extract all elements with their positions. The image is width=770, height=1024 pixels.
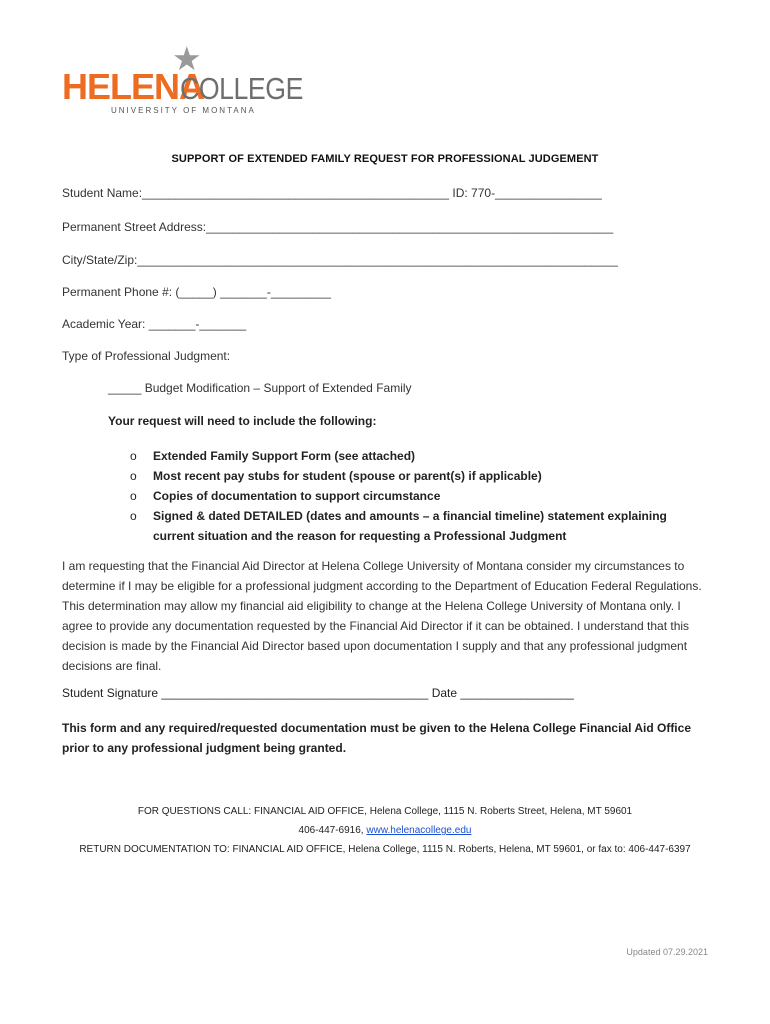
bullet-icon: o	[130, 449, 137, 463]
contact-line: FOR QUESTIONS CALL: FINANCIAL AID OFFICE, Helena College, 1115 N. Roberts Street, Helena, MT 59601	[137, 806, 633, 817]
website-link[interactable]: www.helenacollege.edu	[366, 825, 472, 836]
submission-notice: This form and any required/requested documentation must be given to the Helena College Financial Aid Office prior to any professional judgment being granted.	[62, 721, 691, 755]
phone-number: 406-447-6916,	[298, 825, 367, 836]
signature-date-field[interactable]: Student Signature ________________________________________ Date _________________	[62, 686, 574, 700]
helena-college-logo	[62, 40, 303, 122]
logo-name-college: COLLEGE	[180, 71, 303, 106]
form-title: SUPPORT OF EXTENDED FAMILY REQUEST FOR PROFESSIONAL JUDGEMENT	[171, 153, 599, 165]
list-item: o Signed & dated DETAILED (dates and amounts – a financial timeline) statement explaining current situation and the reason for requesting a Professional Judgment	[130, 506, 710, 546]
requirements-list	[130, 446, 710, 546]
bullet-icon: o	[130, 509, 137, 523]
contact-phone-line	[62, 821, 708, 840]
phone-field[interactable]: Permanent Phone #: (_____) _______-_________	[62, 285, 331, 299]
return-address-line: RETURN DOCUMENTATION TO: FINANCIAL AID OFFICE, Helena College, 1115 N. Roberts, Helena, MT 59601, or fax to: 406-447-6397	[79, 844, 691, 855]
judgment-type-label: Type of Professional Judgment:	[62, 349, 231, 363]
logo-name-helena: HELENA	[62, 66, 205, 107]
updated-date: Updated 07.29.2021	[626, 947, 708, 957]
list-item: o Extended Family Support Form (see attached)	[130, 446, 710, 466]
city-state-zip-field[interactable]: City/State/Zip:________________________________________________________________________	[62, 253, 618, 267]
academic-year-field[interactable]: Academic Year: _______-_______	[62, 317, 247, 331]
star-icon: ★	[172, 40, 202, 77]
bullet-icon: o	[130, 469, 137, 483]
budget-modification-option[interactable]: _____ Budget Modification – Support of Extended Family	[108, 381, 412, 395]
street-address-field[interactable]: Permanent Street Address:_____________________________________________________________	[62, 220, 614, 234]
request-statement: I am requesting that the Financial Aid Director at Helena College University of Montana consider my circumstances to determine if I may be eligible for a professional judgment according to the Department of Education Federal Regulations. This determination may allow my financial aid eligibility to change at the Helena College University of Montana only. I agree to provide any documentation requested by the Financial Aid Director if it can be obtained. I understand that this decision is made by the Financial Aid Director based upon documentation I supply and that any professional judgment decisions are final.	[62, 559, 702, 673]
requirements-heading: Your request will need to include the following:	[108, 414, 377, 428]
bullet-icon: o	[130, 489, 137, 503]
student-name-field[interactable]: Student Name:______________________________________________ ID: 770-________________	[62, 186, 602, 200]
list-item: o Most recent pay stubs for student (spouse or parent(s) if applicable)	[130, 466, 710, 486]
logo-subtitle: UNIVERSITY OF MONTANA	[111, 106, 256, 115]
list-item: o Copies of documentation to support circumstance	[130, 486, 710, 506]
